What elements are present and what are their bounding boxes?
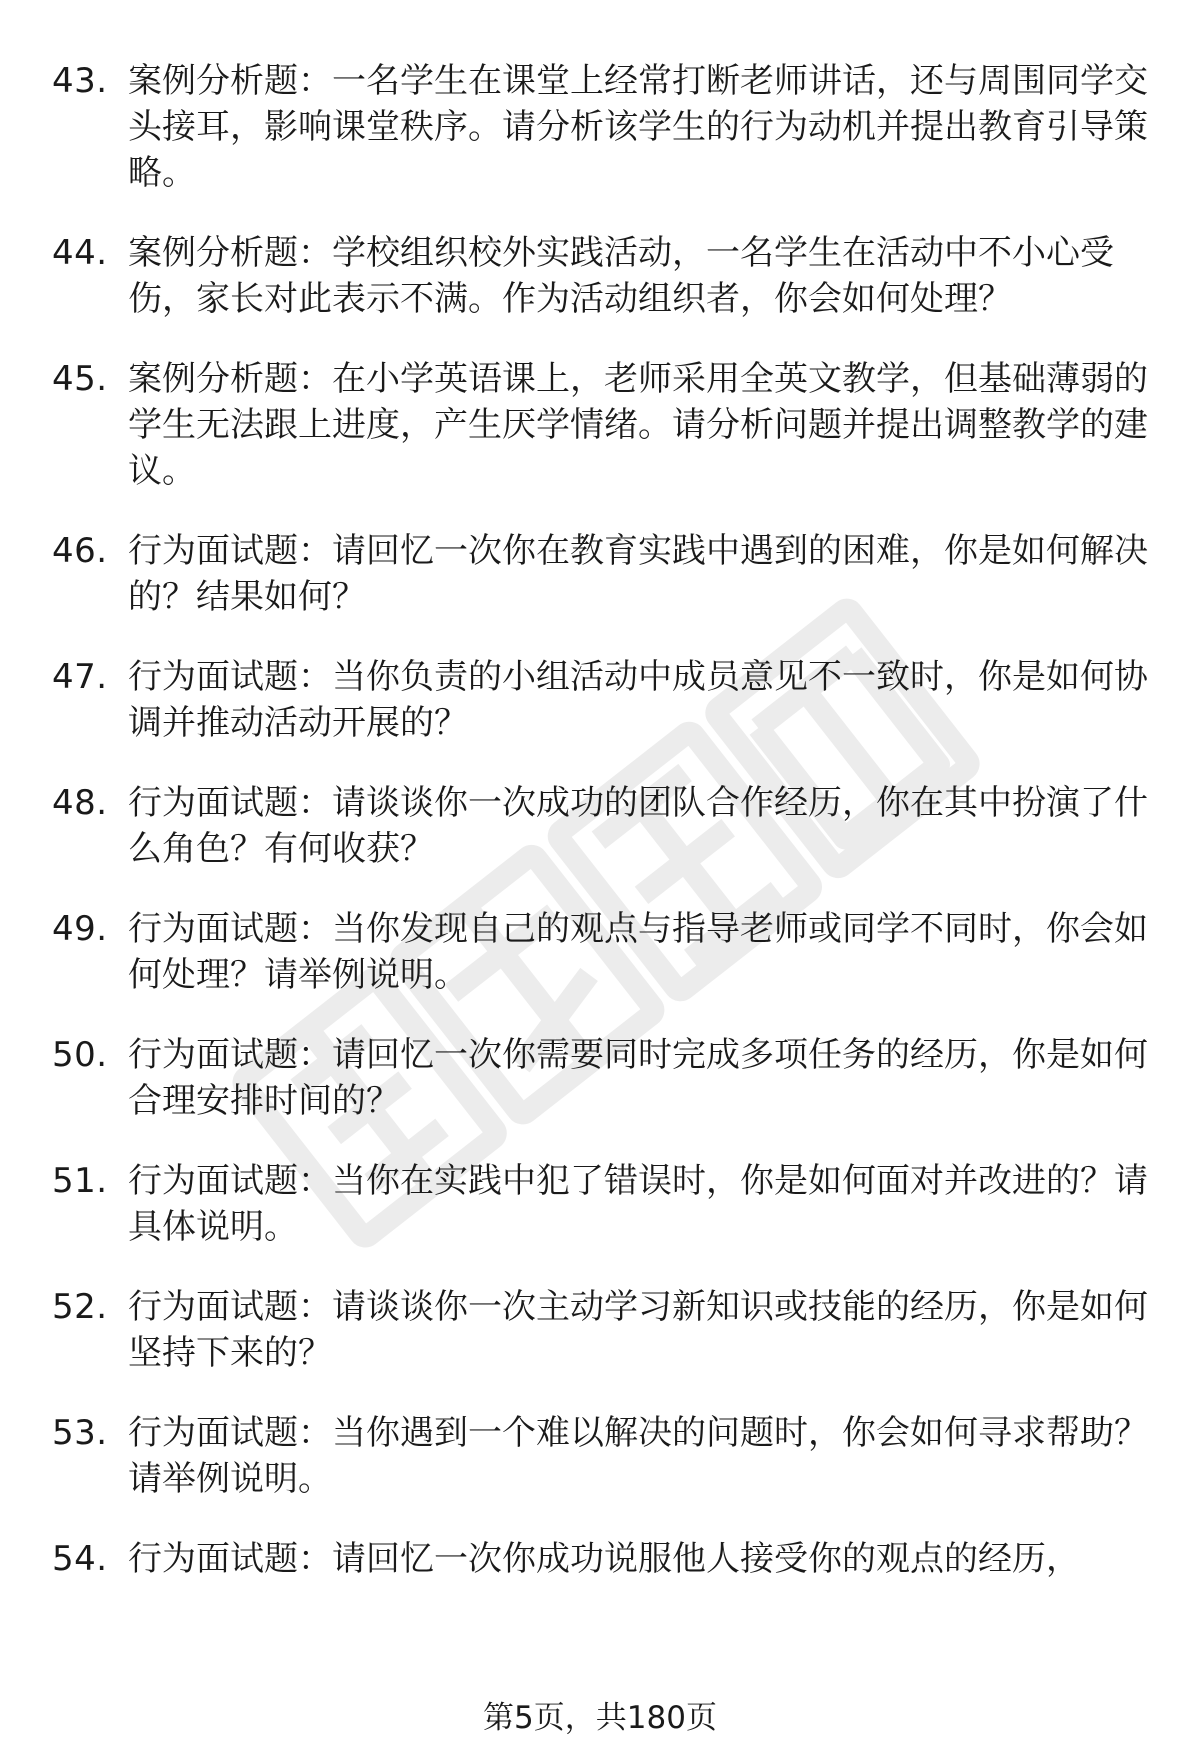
question-item-51 [52, 1158, 1148, 1250]
question-text: 行为面试题：当你遇到一个难以解决的问题时，你会如何寻求帮助？请举例说明。 [128, 1413, 1148, 1499]
question-text: 行为面试题：请谈谈你一次主动学习新知识或技能的经历，你是如何坚持下来的？ [128, 1287, 1148, 1373]
question-text: 案例分析题：在小学英语课上，老师采用全英文教学，但基础薄弱的学生无法跟上进度，产生厌学情绪。请分析问题并提出调整教学的建议。 [128, 359, 1148, 491]
page-footer: 第5页，共180页 [483, 1700, 717, 1736]
question-item-53 [52, 1410, 1148, 1502]
question-number: 53. [52, 1413, 108, 1453]
question-item-49 [52, 906, 1148, 998]
question-text: 行为面试题：当你在实践中犯了错误时，你是如何面对并改进的？请具体说明。 [128, 1161, 1148, 1247]
question-number: 50. [52, 1035, 108, 1075]
question-item-48 [52, 780, 1148, 872]
question-number: 45. [52, 359, 108, 399]
question-number: 44. [52, 233, 108, 273]
question-item-50 [52, 1032, 1148, 1124]
question-number: 54. [52, 1539, 108, 1579]
question-text: 案例分析题：学校组织校外实践活动，一名学生在活动中不小心受伤，家长对此表示不满。作为活动组织者，你会如何处理？ [128, 233, 1114, 319]
question-number: 43. [52, 61, 108, 101]
question-text: 行为面试题：当你负责的小组活动中成员意见不一致时，你是如何协调并推动活动开展的？ [128, 657, 1148, 743]
question-number: 51. [52, 1161, 108, 1201]
question-number: 46. [52, 531, 108, 571]
question-item-54 [52, 1536, 1148, 1582]
question-number: 52. [52, 1287, 108, 1327]
question-number: 49. [52, 909, 108, 949]
question-item-46 [52, 528, 1148, 620]
question-item-44 [52, 230, 1148, 322]
question-item-47 [52, 654, 1148, 746]
question-item-45 [52, 356, 1148, 494]
question-list [52, 58, 1148, 1616]
question-text: 行为面试题：请谈谈你一次成功的团队合作经历，你在其中扮演了什么角色？有何收获？ [128, 783, 1148, 869]
question-item-52 [52, 1284, 1148, 1376]
question-text: 行为面试题：当你发现自己的观点与指导老师或同学不同时，你会如何处理？请举例说明。 [128, 909, 1148, 995]
question-text: 行为面试题：请回忆一次你需要同时完成多项任务的经历，你是如何合理安排时间的？ [128, 1035, 1148, 1121]
question-number: 47. [52, 657, 108, 697]
question-text: 行为面试题：请回忆一次你成功说服他人接受你的观点的经历， [128, 1539, 1080, 1579]
question-text: 行为面试题：请回忆一次你在教育实践中遇到的困难，你是如何解决的？结果如何？ [128, 531, 1148, 617]
question-number: 48. [52, 783, 108, 823]
question-item-43 [52, 58, 1148, 196]
question-text: 案例分析题：一名学生在课堂上经常打断老师讲话，还与周围同学交头接耳，影响课堂秩序。请分析该学生的行为动机并提出教育引导策略。 [128, 61, 1148, 193]
